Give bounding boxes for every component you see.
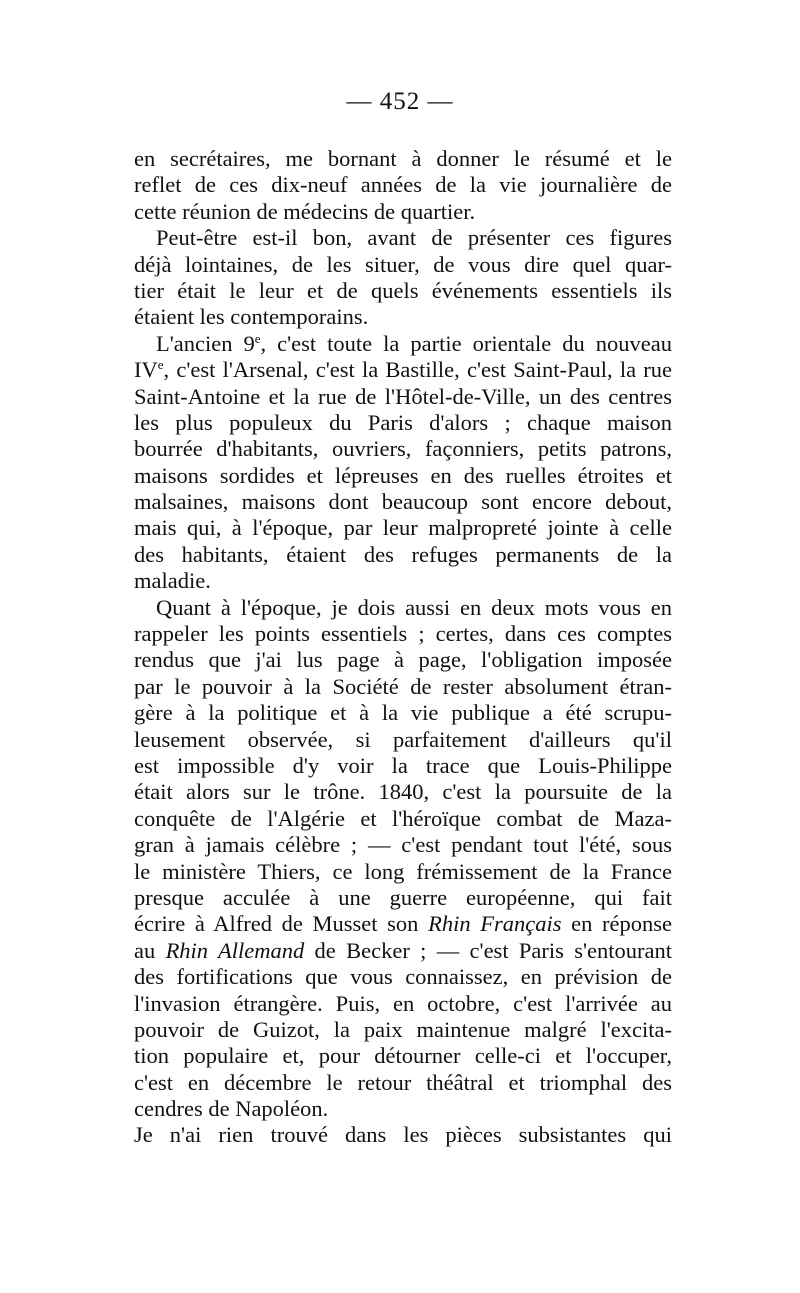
text-line: déjà lointaines, de les situer, de vous dire quel quar- [134,251,672,277]
text-line: Quant à l'époque, je dois aussi en deux mots vous en [156,594,672,620]
text-segment: , c'est toute la partie orientale du nouveau [260,330,672,356]
text-line: étaient les contemporains. [134,304,369,330]
text-line: maladie. [134,568,211,594]
text-segment: de Becker ; — c'est Paris s'entourant [304,937,672,963]
text-line: malsaines, maisons dont beaucoup sont encore debout, [134,489,672,515]
text-line: rendus que j'ai lus page à page, l'obligation imposée [134,647,672,673]
italic-title: Rhin Allemand [165,937,305,963]
text-line: des habitants, étaient des refuges permanents de la [134,541,672,567]
text-segment: écrire à Alfred de Musset son [134,911,429,937]
text-line: leusement observée, si parfaitement d'ailleurs qu'il [134,726,672,752]
text-line: Saint-Antoine et la rue de l'Hôtel-de-Ville, un des centres [134,383,672,409]
text-line: des fortifications que vous connaissez, en prévision de [134,964,672,990]
text-segment: L'ancien 9 [156,330,255,356]
text-line: bourrée d'habitants, ouvriers, façonniers, petits patrons, [134,436,672,462]
text-line: par le pouvoir à la Société de rester absolument étran- [134,673,672,699]
text-line [134,357,672,383]
text-line: mais qui, à l'époque, par leur malpropreté jointe à celle [134,515,672,541]
text-segment: en réponse [561,911,672,937]
text-line: conquête de l'Algérie et l'héroïque combat de Maza- [134,805,672,831]
text-segment: , c'est l'Arsenal, c'est la Bastille, c'est Saint-Paul, la rue [163,357,672,383]
page-number: — 452 — [346,88,454,115]
ordinal-superscript: e [254,330,261,346]
text-line: gran à jamais célèbre ; — c'est pendant tout l'été, sous [134,832,672,858]
body-text [134,146,672,1149]
text-line: tion populaire et, pour détourner celle-ci et l'occuper, [134,1043,672,1069]
text-line: c'est en décembre le retour théâtral et triomphal des [134,1069,672,1095]
text-line: rappeler les points essentiels ; certes, dans ces comptes [134,621,672,647]
text-line: pouvoir de Guizot, la paix maintenue malgré l'excita- [134,1016,672,1042]
text-line: presque acculée à une guerre européenne, qui fait [134,884,672,910]
text-line: tier était le leur et de quels événements essentiels ils [134,277,672,303]
text-line: cette réunion de médecins de quartier. [134,198,476,224]
text-line: les plus populeux du Paris d'alors ; chaque maison [134,409,672,435]
text-line: Je n'ai rien trouvé dans les pièces subsistantes qui [134,1122,672,1148]
text-line: l'invasion étrangère. Puis, en octobre, c'est l'arrivée au [134,990,672,1016]
text-line: en secrétaires, me bornant à donner le résumé et le [134,146,672,171]
ordinal-superscript: e [157,357,164,373]
text-line: est impossible d'y voir la trace que Louis-Philippe [134,752,672,778]
text-line: le ministère Thiers, ce long frémissement de la France [134,858,672,884]
italic-title: Rhin Français [428,911,562,937]
text-segment: IV [134,357,158,383]
text-line: Peut-être est-il bon, avant de présenter ces figures [156,225,672,251]
text-line [134,911,672,937]
text-line: était alors sur le trône. 1840, c'est la poursuite de la [134,779,672,805]
text-line: maisons sordides et lépreuses en des ruelles étroites et [134,462,672,488]
text-line [134,331,672,357]
text-line: gère à la politique et à la vie publique a été scrupu- [134,700,672,726]
text-line: reflet de ces dix-neuf années de la vie journalière de [134,172,672,198]
text-segment: au [134,937,166,963]
text-line [134,938,672,964]
text-line: cendres de Napoléon. [134,1096,329,1122]
